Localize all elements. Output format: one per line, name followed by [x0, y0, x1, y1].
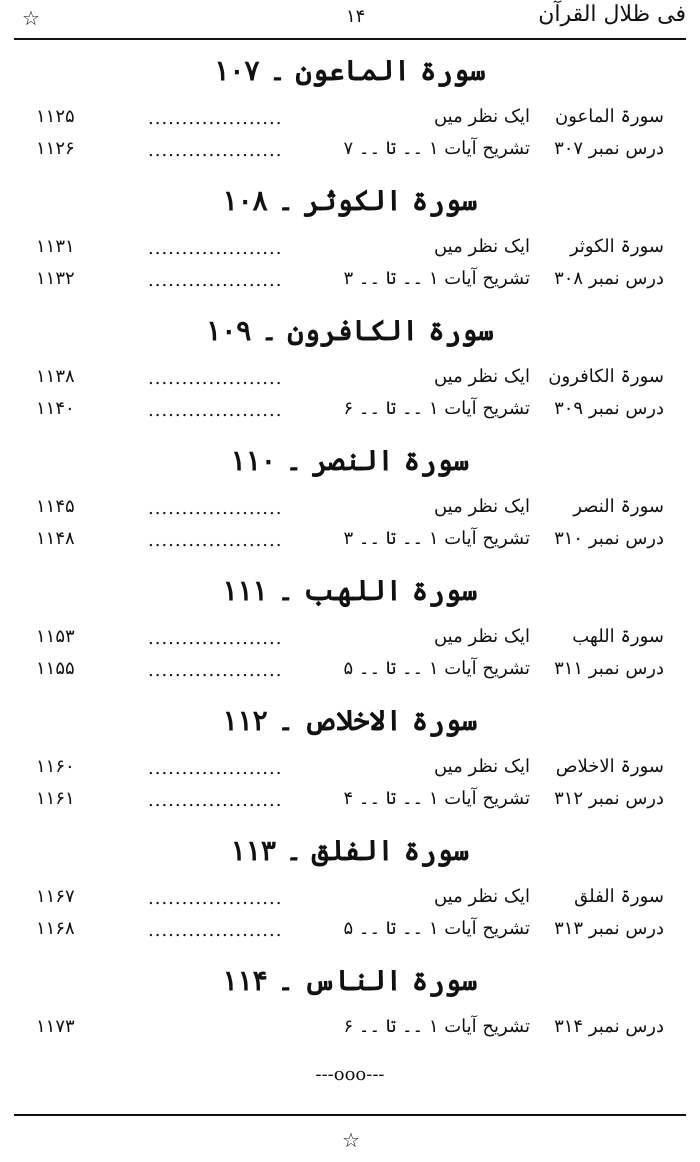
entry-description: تشریح آیات ۱ ۔۔ تا ۔۔ ۵ [343, 658, 530, 679]
toc-row [0, 756, 700, 784]
entry-description: ایک نظر میں [433, 236, 530, 257]
entry-label: سورۃ الماعون [555, 106, 664, 127]
dot-leader: .................... [148, 628, 283, 649]
entry-page-number: ۱۱۲۵ [36, 106, 75, 127]
header-rule [14, 38, 686, 40]
dot-leader: .................... [148, 400, 283, 421]
dot-leader: .................... [148, 888, 283, 909]
entry-label: سورۃ اللھب [572, 626, 664, 647]
toc-row [0, 1016, 700, 1044]
toc-row [0, 106, 700, 134]
entry-page-number: ۱۱۴۵ [36, 496, 75, 517]
entry-label: سورۃ الکوثر [569, 236, 664, 257]
footer-star-icon: ☆ [342, 1128, 360, 1152]
entry-label: درس نمبر ۳۰۷ [554, 138, 664, 159]
dot-leader: .................... [148, 660, 283, 681]
entry-page-number: ۱۱۳۸ [36, 366, 75, 387]
toc-row [0, 268, 700, 296]
entry-description: تشریح آیات ۱ ۔۔ تا ۔۔ ۴ [343, 788, 530, 809]
section-title: سورۃ الناس ۔ ۱۱۴ [222, 964, 478, 997]
entry-description: ایک نظر میں [433, 886, 530, 907]
toc-row [0, 788, 700, 816]
dot-leader: .................... [148, 238, 283, 259]
entry-label: سورۃ النصر [573, 496, 664, 517]
entry-description: تشریح آیات ۱ ۔۔ تا ۔۔ ۵ [343, 918, 530, 939]
entry-label: درس نمبر ۳۰۸ [554, 268, 664, 289]
entry-page-number: ۱۱۵۳ [36, 626, 75, 647]
toc-row [0, 886, 700, 914]
entry-label: درس نمبر ۳۱۰ [554, 528, 664, 549]
toc-row [0, 918, 700, 946]
toc-row [0, 138, 700, 166]
section-title: سورۃ اللھب ۔ ۱۱۱ [222, 574, 478, 607]
section-title: سورۃ النصر ۔ ۱۱۰ [230, 444, 470, 477]
toc-row [0, 626, 700, 654]
entry-page-number: ۱۱۵۵ [36, 658, 75, 679]
footer-rule [14, 1114, 686, 1116]
entry-page-number: ۱۱۳۲ [36, 268, 75, 289]
dot-leader: .................... [148, 498, 283, 519]
entry-description: تشریح آیات ۱ ۔۔ تا ۔۔ ۷ [343, 138, 530, 159]
toc-row [0, 496, 700, 524]
entry-description: تشریح آیات ۱ ۔۔ تا ۔۔ ۳ [343, 528, 530, 549]
dot-leader: .................... [148, 368, 283, 389]
entry-description: تشریح آیات ۱ ۔۔ تا ۔۔ ۶ [343, 398, 530, 419]
dot-leader: .................... [148, 530, 283, 551]
entry-page-number: ۱۱۳۱ [36, 236, 75, 257]
toc-row [0, 658, 700, 686]
entry-label: درس نمبر ۳۱۴ [554, 1016, 664, 1037]
header-star-icon: ☆ [22, 6, 40, 30]
entry-page-number: ۱۱۶۸ [36, 918, 75, 939]
toc-row [0, 398, 700, 426]
entry-page-number: ۱۱۶۷ [36, 886, 75, 907]
section-title: سورۃ الاخلاص ۔ ۱۱۲ [222, 704, 478, 737]
toc-row [0, 236, 700, 264]
entry-page-number: ۱۱۷۳ [36, 1016, 75, 1037]
entry-label: سورۃ الفلق [574, 886, 664, 907]
section-title: سورۃ الماعون ۔ ۱۰۷ [214, 54, 486, 87]
dot-leader: .................... [148, 108, 283, 129]
dot-leader: .................... [148, 920, 283, 941]
dot-leader: .................... [148, 270, 283, 291]
entry-description: ایک نظر میں [433, 496, 530, 517]
entry-label: درس نمبر ۳۱۲ [554, 788, 664, 809]
entry-page-number: ۱۱۴۰ [36, 398, 75, 419]
entry-page-number: ۱۱۴۸ [36, 528, 75, 549]
entry-label: سورۃ الکافرون [548, 366, 664, 387]
entry-description: تشریح آیات ۱ ۔۔ تا ۔۔ ۳ [343, 268, 530, 289]
entry-label: درس نمبر ۳۱۱ [554, 658, 664, 679]
entry-label: درس نمبر ۳۱۳ [554, 918, 664, 939]
entry-label: سورۃ الاخلاص [555, 756, 664, 777]
section-title: سورۃ الکافرون ۔ ۱۰۹ [206, 314, 494, 347]
running-title: فی ظلال القرآن [538, 2, 686, 27]
dot-leader: .................... [148, 758, 283, 779]
entry-description: تشریح آیات ۱ ۔۔ تا ۔۔ ۶ [343, 1016, 530, 1037]
dot-leader: .................... [148, 790, 283, 811]
toc-row [0, 366, 700, 394]
toc-row [0, 528, 700, 556]
entry-page-number: ۱۱۶۰ [36, 756, 75, 777]
entry-page-number: ۱۱۲۶ [36, 138, 75, 159]
entry-description: ایک نظر میں [433, 756, 530, 777]
entry-description: ایک نظر میں [433, 106, 530, 127]
section-separator: ---ooo--- [315, 1064, 385, 1085]
dot-leader: .................... [148, 140, 283, 161]
section-title: سورۃ الفلق ۔ ۱۱۳ [230, 834, 470, 867]
entry-label: درس نمبر ۳۰۹ [554, 398, 664, 419]
section-title: سورۃ الکوثر ۔ ۱۰۸ [222, 184, 478, 217]
entry-description: ایک نظر میں [433, 626, 530, 647]
entry-page-number: ۱۱۶۱ [36, 788, 75, 809]
entry-description: ایک نظر میں [433, 366, 530, 387]
page-number: ۱۴ [346, 6, 366, 27]
